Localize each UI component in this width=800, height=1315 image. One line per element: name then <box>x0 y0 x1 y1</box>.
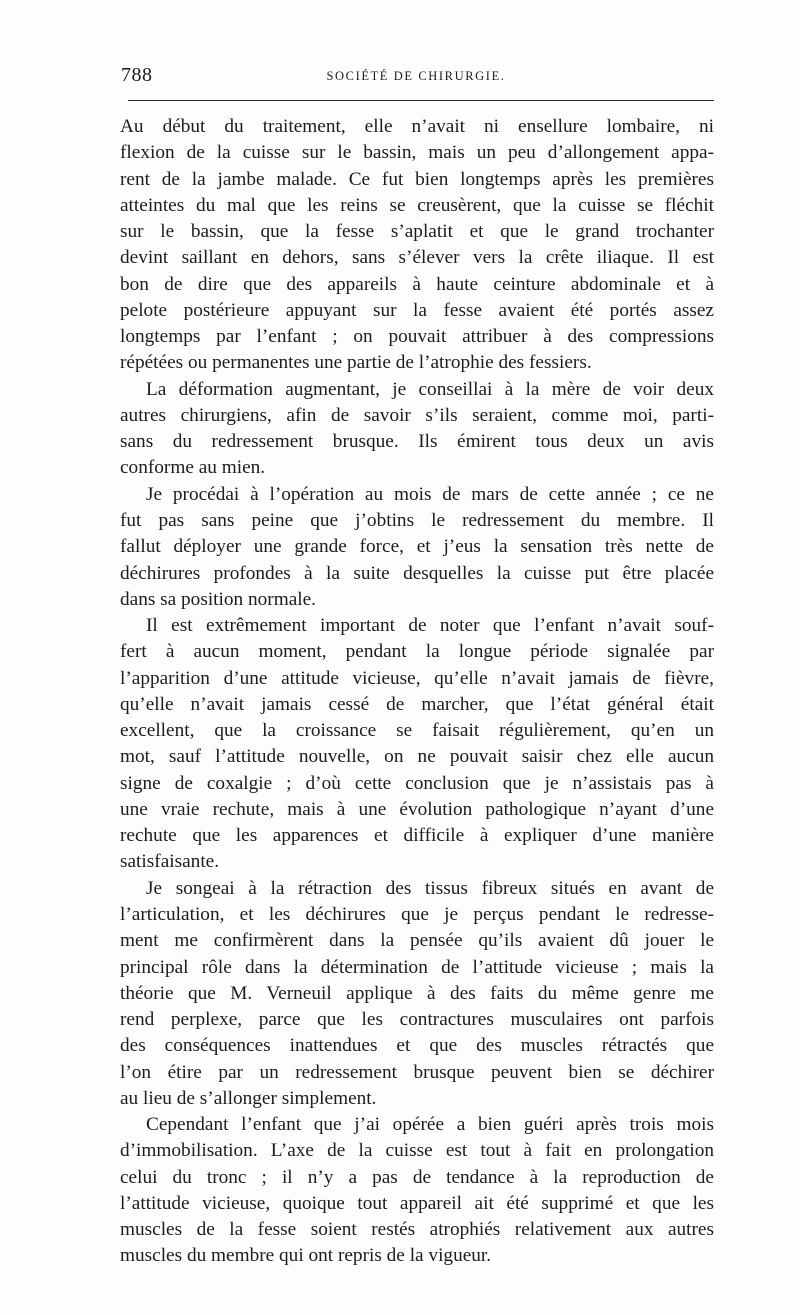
text-line: des conséquences inattendues et que des muscles rétractés que <box>120 1035 714 1057</box>
text-line: Je procédai à l’opération au mois de mars de cette année ; ce ne <box>146 483 714 505</box>
text-line: Cependant l’enfant que j’ai opérée a bien guéri après trois mois <box>146 1114 714 1136</box>
text-line: autres chirurgiens, afin de savoir s’ils seraient, comme moi, parti- <box>120 404 714 426</box>
text-line: principal rôle dans la détermination de l’attitude vicieuse ; mais la <box>120 956 714 978</box>
text-line: Au début du traitement, elle n’avait ni ensellure lombaire, ni <box>120 116 714 137</box>
text-line: rend perplexe, parce que les contractures musculaires ont parfois <box>120 1009 714 1031</box>
text-line: dans sa position normale. <box>120 588 316 610</box>
text-line: rent de la jambe malade. Ce fut bien longtemps après les premières <box>120 168 714 190</box>
text-line: rechute que les apparences et difficile à expliquer d’une manière <box>120 825 714 847</box>
text-line: ment me confirmèrent dans la pensée qu’ils avaient dû jouer le <box>120 930 714 952</box>
text-line: fut pas sans peine que j’obtins le redressement du membre. Il <box>120 509 714 531</box>
header-rule <box>128 100 714 101</box>
text-line: l’on étire par un redressement brusque peuvent bien se déchirer <box>120 1061 714 1083</box>
text-line: longtemps par l’enfant ; on pouvait attribuer à des compressions <box>120 326 714 348</box>
text-line: une vraie rechute, mais à une évolution pathologique n’ayant d’une <box>120 798 714 820</box>
text-line: signe de coxalgie ; d’où cette conclusion que je n’assistais pas à <box>120 772 714 794</box>
text-line: sur le bassin, que la fesse s’aplatit et que le grand trochanter <box>120 221 714 243</box>
text-line: satisfaisante. <box>120 851 220 873</box>
page-number: 788 <box>121 64 153 86</box>
text-line: mot, sauf l’attitude nouvelle, on ne pouvait saisir chez elle aucun <box>120 746 714 768</box>
text-line: devint saillant en dehors, sans s’élever vers la crête iliaque. Il est <box>120 247 714 269</box>
text-line: Il est extrêmement important de noter que l’enfant n’avait souf- <box>146 615 714 637</box>
text-line: Je songeai à la rétraction des tissus fibreux situés en avant de <box>146 877 714 899</box>
text-line: excellent, que la croissance se faisait régulièrement, qu’en un <box>120 720 714 742</box>
text-line: déchirures profondes à la suite desquelles la cuisse put être placée <box>120 562 714 584</box>
text-line: bon de dire que des appareils à haute ceinture abdominale et à <box>120 273 714 295</box>
body-text <box>120 114 714 1270</box>
text-line: conforme au mien. <box>120 457 266 479</box>
text-line: l’articulation, et les déchirures que je perçus pendant le redresse- <box>120 903 714 925</box>
text-line: sans du redressement brusque. Ils émirent tous deux un avis <box>120 431 714 453</box>
text-line: pelote postérieure appuyant sur la fesse avaient été portés assez <box>120 299 714 321</box>
text-line: fert à aucun moment, pendant la longue période signalée par <box>120 641 714 663</box>
text-line: muscles de la fesse soient restés atrophiés relativement aux autres <box>120 1219 714 1241</box>
text-line: l’apparition d’une attitude vicieuse, qu’elle n’avait jamais de fièvre, <box>120 667 714 689</box>
text-line: fallut déployer une grande force, et j’eus la sensation très nette de <box>120 536 714 558</box>
text-line: théorie que M. Verneuil applique à des faits du même genre me <box>120 982 714 1004</box>
text-line: d’immobilisation. L’axe de la cuisse est tout à fait en prolongation <box>120 1140 714 1162</box>
text-line: atteintes du mal que les reins se creusèrent, que la cuisse se fléchit <box>120 194 714 216</box>
text-line: celui du tronc ; il n’y a pas de tendance à la reproduction de <box>120 1166 714 1188</box>
text-line: qu’elle n’avait jamais cessé de marcher, que l’état général était <box>120 693 714 715</box>
running-head <box>118 60 714 90</box>
journal-title: SOCIÉTÉ DE CHIRURGIE. <box>326 69 506 83</box>
text-line: au lieu de s’allonger simplement. <box>120 1087 377 1109</box>
text-line: l’attitude vicieuse, quoique tout appareil ait été supprimé et que les <box>120 1192 714 1214</box>
text-line: La déformation augmentant, je conseillai à la mère de voir deux <box>146 378 714 400</box>
text-line: muscles du membre qui ont repris de la vigueur. <box>120 1245 492 1267</box>
text-line: flexion de la cuisse sur le bassin, mais un peu d’allongement appa- <box>120 142 714 164</box>
text-line: répétées ou permanentes une partie de l’atrophie des fessiers. <box>120 352 592 374</box>
